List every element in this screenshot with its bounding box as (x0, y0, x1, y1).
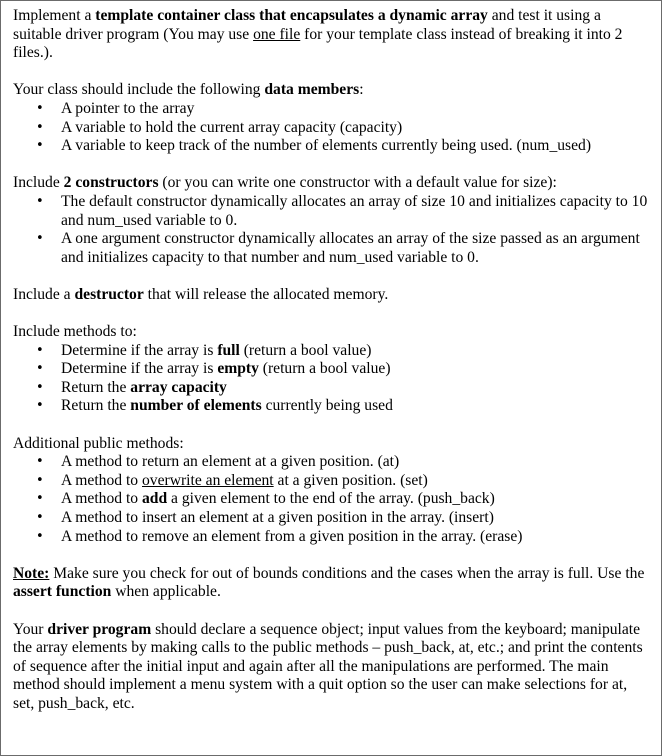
item-bold-text: number of elements (130, 397, 262, 415)
item-text: currently being used (261, 397, 393, 415)
list-item: • A method to remove an element from a given position in the array. (erase) (61, 528, 651, 547)
item-text: at a given position. (set) (273, 471, 428, 489)
list-item: • A variable to hold the current array capacity (capacity) (61, 119, 651, 138)
item-text: A method to (61, 471, 142, 489)
intro-text: Implement a (13, 7, 96, 24)
data-members-list (13, 100, 651, 156)
paragraph-bold-text: assert function (13, 583, 112, 601)
list-item (61, 379, 651, 398)
list-item (61, 472, 651, 491)
item-text: Determine if the array is (61, 341, 218, 359)
constructors-list (13, 193, 651, 267)
list-item: • A variable to keep track of the number of elements currently being used. (num_used) (61, 137, 651, 156)
item-text: (return a bool value) (239, 341, 372, 359)
intro-text: for your template class instead of breaking it into 2 files.). (13, 25, 623, 62)
list-item (61, 397, 651, 416)
constructors-heading (13, 174, 651, 193)
heading-bold-text: data members (264, 81, 360, 99)
methods-list (13, 342, 651, 416)
intro-bold-text: template container class that encapsulates a dynamic array (95, 7, 488, 24)
list-item (61, 342, 651, 361)
paragraph-text: should declare a sequence object; input values from the keyboard; manipulate the array elements by making calls to the public methods – push_back, at, etc.; and print the contents of sequence after the initial input and again after all the manipulations are performed. The main method should implement a menu system with a quit option so the user can make selections for at, set, push_back, etc. (13, 620, 643, 712)
assignment-document (1, 1, 661, 714)
item-bold-text: add (142, 490, 168, 508)
driver-paragraph (13, 621, 651, 714)
paragraph-text: Include a (13, 285, 75, 303)
item-text: Return the (61, 397, 131, 415)
item-underlined-text: overwrite an element (142, 471, 274, 489)
note-paragraph (13, 565, 651, 602)
public-methods-heading: Additional public methods: (13, 434, 184, 452)
list-item (61, 360, 651, 379)
paragraph-bold-text: destructor (74, 285, 144, 303)
intro-underlined-text: one file (253, 25, 301, 43)
note-label: Note: (13, 564, 50, 582)
item-text: (return a bool value) (258, 360, 391, 378)
paragraph-text: when applicable. (111, 583, 221, 601)
list-item: • A method to insert an element at a given position in the array. (insert) (61, 509, 651, 528)
item-text: Determine if the array is (61, 360, 218, 378)
intro-text: and test it using a suitable driver program (You may use (13, 7, 601, 43)
list-item: • A one argument constructor dynamically allocates an array of the size passed as an argument and initializes capacity to that number and num_used variable to 0. (61, 230, 651, 267)
list-item: • A pointer to the array (61, 100, 651, 119)
paragraph-bold-text: driver program (47, 620, 152, 638)
list-item: • The default constructor dynamically allocates an array of size 10 and initializes capacity to 10 and num_used variable to 0. (61, 193, 651, 230)
heading-bold-text: 2 constructors (63, 174, 159, 192)
item-text: Return the (61, 378, 131, 396)
public-methods-list (13, 453, 651, 546)
methods-heading: Include methods to: (13, 323, 137, 341)
item-bold-text: array capacity (130, 378, 227, 396)
intro-paragraph (13, 7, 651, 63)
list-item: • A method to return an element at a given position. (at) (61, 453, 651, 472)
heading-text: (or you can write one constructor with a default value for size): (158, 174, 557, 192)
heading-text: Your class should include the following (13, 81, 265, 99)
item-text: A method to (61, 490, 142, 508)
list-item (61, 490, 651, 509)
paragraph-text: that will release the allocated memory. (143, 285, 389, 303)
destructor-paragraph (13, 286, 651, 305)
data-members-heading (13, 81, 651, 100)
heading-text: Include (13, 174, 64, 192)
paragraph-text: Your (13, 620, 48, 638)
paragraph-text: Make sure you check for out of bounds conditions and the cases when the array is full. Use the (49, 564, 645, 582)
heading-text: : (359, 81, 364, 99)
item-text: a given element to the end of the array. (push_back) (167, 490, 495, 508)
item-bold-text: empty (217, 360, 259, 378)
item-bold-text: full (217, 341, 240, 359)
